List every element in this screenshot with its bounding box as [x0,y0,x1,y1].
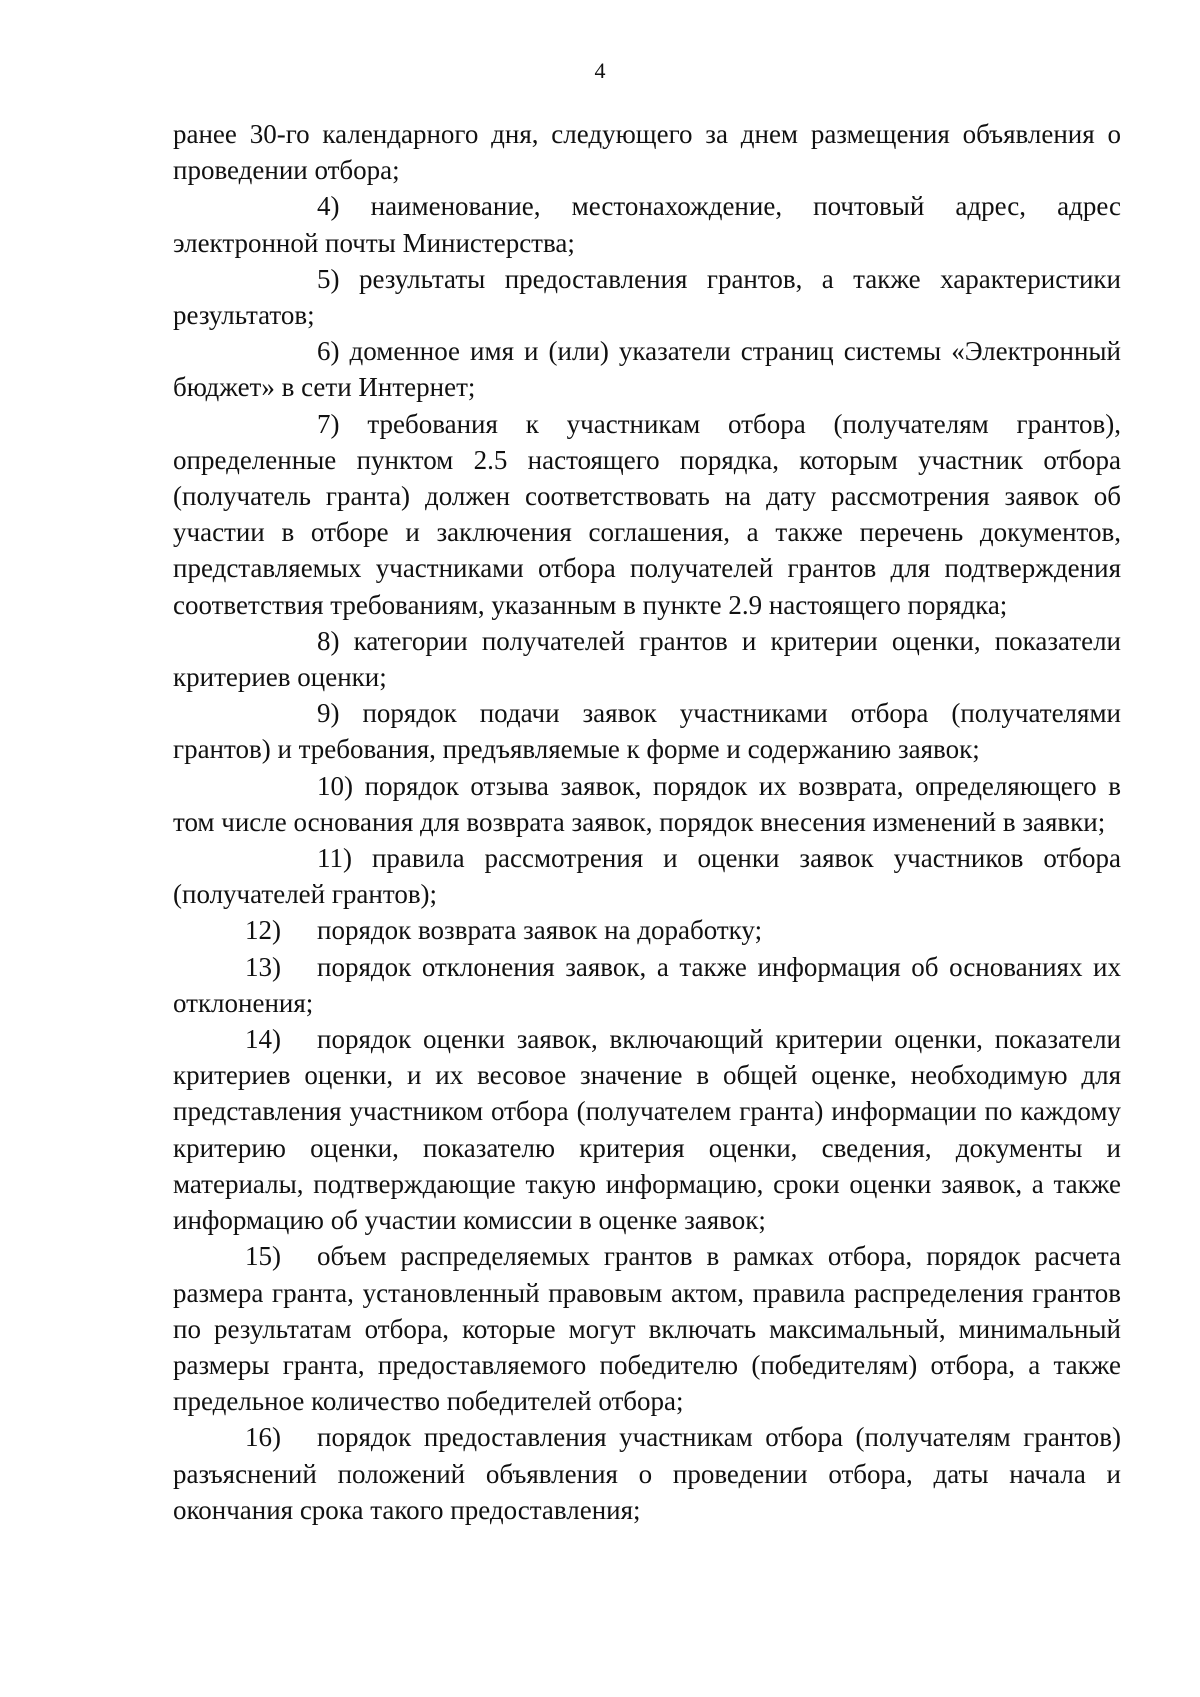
list-item-5 [173,261,1121,333]
list-item-text: порядок отклонения заявок, а также информация об основаниях их отклонения; [173,951,1121,1018]
list-item-number: 8) [317,625,340,656]
list-item-number: 5) [317,263,340,294]
list-item-text: объем распределяемых грантов в рамках отбора, порядок расчета размера гранта, установленный правовым актом, правила распределения грантов по результатам отбора, которые могут включать максимальный, минимальный размеры гранта, предоставляемого победителю (победителям) отбора, а также предельное количество победителей отбора; [173,1241,1121,1417]
list-item-number: 12) [245,915,281,946]
list-item-7 [173,406,1121,623]
list-item-10 [173,768,1121,840]
list-item-number: 6) [317,336,340,367]
list-item-9 [173,695,1121,767]
list-item-11 [173,840,1121,912]
list-item-text: порядок подачи заявок участниками отбора (получателями грантов) и требования, предъявляемые к форме и содержанию заявок; [173,698,1121,765]
document-body [173,116,1121,1528]
list-item-number: 16) [245,1422,281,1453]
list-item-6 [173,333,1121,405]
list-item-14 [173,1021,1121,1238]
list-item-text: доменное имя и (или) указатели страниц системы «Электронный бюджет» в сети Интернет; [173,336,1121,403]
list-item-number: 4) [317,191,340,222]
list-item-number: 10) [317,770,353,801]
list-item-text: порядок оценки заявок, включающий критерии оценки, показатели критериев оценки, и их весовое значение в общей оценке, необходимую для представления участником отбора (получателем гранта) информации по каждому критерию оценки, показателю критерия оценки, сведения, документы и материалы, подтверждающие такую информацию, сроки оценки заявок, а также информацию об участии комиссии в оценке заявок; [173,1024,1121,1236]
list-item-number: 13) [245,951,281,982]
list-item-text: порядок отзыва заявок, порядок их возврата, определяющего в том числе основания для возврата заявок, порядок внесения изменений в заявки; [173,770,1121,837]
list-item-text: результаты предоставления грантов, а также характеристики результатов; [173,263,1122,331]
list-item-text: порядок возврата заявок на доработку; [317,915,763,946]
list-item-8 [173,623,1121,695]
paragraph-continuation [173,116,1121,188]
list-item-text: порядок предоставления участникам отбора (получателям грантов) разъяснений положений объявления о проведении отбора, даты начала и окончания срока такого предоставления; [173,1422,1121,1525]
list-item-4 [173,188,1121,260]
list-item-16 [173,1419,1121,1528]
paragraph-text: ранее 30-го календарного дня, следующего за днем размещения объявления о проведении отбора; [173,119,1121,186]
list-item-number: 14) [245,1024,281,1055]
list-item-12 [173,912,1121,948]
list-item-text: категории получателей грантов и критерии оценки, показатели критериев оценки; [173,625,1122,693]
list-item-number: 11) [317,843,352,874]
list-item-text: наименование, местонахождение, почтовый адрес, адрес электронной почты Министерства; [173,191,1122,258]
list-item-number: 15) [245,1241,281,1272]
list-item-13 [173,949,1121,1021]
list-item-number: 7) [317,408,340,439]
list-item-text: правила рассмотрения и оценки заявок участников отбора (получателей грантов); [173,843,1121,910]
list-item-15 [173,1238,1121,1419]
list-item-number: 9) [317,698,340,729]
list-item-text: требования к участникам отбора (получателям грантов), определенные пунктом 2.5 настоящего порядка, которым участник отбора (получатель гранта) должен соответствовать на дату рассмотрения заявок об участии в отборе и заключения соглашения, а также перечень документов, представляемых участниками отбора получателей грантов для подтверждения соответствия требованиям, указанным в пункте 2.9 настоящего порядка; [173,408,1121,620]
page-number: 4 [594,58,606,83]
